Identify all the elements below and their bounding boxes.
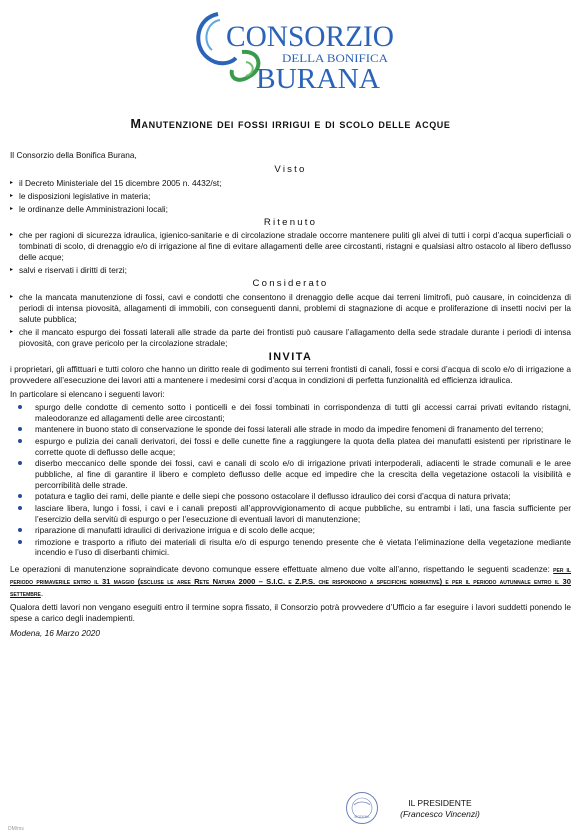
deadline-text: per il periodo primaverile entro il 31 maggio (escluse le aree Rete Natura 2000 – S.I.C. e Z.P.S. che rispondono a specifiche normative) e per il periodo autunnale entro il 30 settembre: [10, 565, 571, 599]
footer-code: DM/ms: [8, 826, 24, 832]
considerato-list: [10, 292, 571, 349]
logo-line1: CONSORZIO: [226, 20, 394, 53]
list-item: lasciare libera, lungo i fossi, i cavi e i canali preposti all’approvvigionamento di acque pubbliche, su entrambi i lati, una fascia sufficiente per l’esercizio della servitù di espurgo o per l’esecuzione di eventuali lavori di manutenzione;: [35, 503, 571, 525]
arrow-bullet-icon: ▸: [10, 267, 14, 274]
list-item: diserbo meccanico delle sponde dei fossi, cavi e canali di scolo e/o di irrigazione privati interpoderali, adiacenti le strade comunali e le aree pubbliche, al fine di garantire il libero e completo deflusso delle acque ed impedire che la crescita della vegetazione ostacoli la visibilità e percorribilità delle strade.: [35, 458, 571, 491]
list-item: spurgo delle condotte di cemento sotto i ponticelli e dei fossi tombinati in corrispondenza di tutti gli accessi carrai privati evitando ristagni, maleodoranze ed allagamenti delle aree circostanti;: [35, 402, 571, 424]
closing-text-2: Qualora detti lavori non vengano eseguiti entro il termine sopra fissato, il Consorzio potrà provvedere d’Ufficio a far eseguire i lavori suddetti ponendo le spese a carico degli inadempienti.: [10, 602, 571, 623]
signature-name: (Francesco Vincenzi): [400, 809, 480, 819]
list-item: riparazione di manufatti idraulici di derivazione irrigua e di scolo delle acque;: [35, 525, 571, 536]
arrow-bullet-icon: ▸: [10, 293, 14, 300]
logo-line2: DELLA BONIFICA: [282, 51, 389, 65]
list-item: ▸ le ordinanze delle Amministrazioni locali;: [10, 203, 168, 214]
list-item: ▸ le disposizioni legislative in materia;: [10, 190, 151, 201]
logo-line3: BURANA: [256, 64, 381, 92]
bullet-icon: [18, 506, 22, 510]
seal-text: MODENA: [354, 815, 370, 819]
ritenuto-heading: Ritenuto: [263, 216, 318, 228]
list-item: ▸ che la mancata manutenzione di fossi, cavi e condotti che consentono il drenaggio delle acque dai terreni limitrofi, può causare, in coincidenza di periodi di intensa piovosità, allagamenti di immobili, con conseguenti danni, problemi di stagnazione di acque e proliferazione di insetti nocivi per la salute pubblica;: [10, 291, 571, 324]
document-body: [10, 150, 571, 639]
bullet-icon: [18, 405, 22, 409]
works-list: [10, 402, 571, 558]
visto-heading: Visto: [274, 163, 307, 175]
bullet-icon: [18, 528, 22, 532]
list-item: ▸ salvi e riservati i diritti di terzi;: [10, 265, 127, 276]
arrow-bullet-icon: ▸: [10, 232, 14, 239]
arrow-bullet-icon: ▸: [10, 205, 14, 212]
list-item: espurgo e pulizia dei canali derivatori, dei fossi e delle cunette fine a raggiungere la quota della platea dei manufatti esistenti per ripristinare le corrette quote di deflusso delle acque;: [35, 436, 571, 458]
arrow-bullet-icon: ▸: [10, 179, 14, 186]
visto-list: [10, 178, 571, 215]
list-item: rimozione e trasporto a rifiuto dei materiali di risulta e/o di espurgo tenendo presente che è vietata l’eliminazione della vegetazione mediante incendio e l’uso di diserbanti chimici.: [35, 537, 571, 559]
bullet-icon: [18, 540, 22, 544]
bullet-icon: [18, 461, 22, 465]
consorzio-logo: [190, 6, 400, 92]
arrow-bullet-icon: ▸: [10, 328, 14, 335]
bullet-icon: [18, 427, 22, 431]
ritenuto-list: [10, 230, 571, 276]
list-item: ▸ che per ragioni di sicurezza idraulica, igienico-sanitarie e di circolazione stradale occorre mantenere puliti gli alvei di tutti i corpi d’acqua superficiali o tombinati di scolo, di drenaggio e/o di irrigazione al fine di evitare allagamenti delle aree circostanti, ristagni e qualsiasi altro ostacolo al libero deflusso delle acque;: [10, 230, 571, 263]
works-intro: In particolare si elencano i seguenti lavori:: [10, 389, 165, 400]
page-title: Manutenzione dei fossi irrigui e di scolo delle acque: [130, 117, 451, 131]
bullet-icon: [18, 439, 22, 443]
official-seal: [345, 791, 379, 825]
arrow-bullet-icon: ▸: [10, 192, 14, 199]
signature-block: [380, 798, 500, 820]
list-item: mantenere in buono stato di conservazione le sponde dei fossi laterali alle strade in modo da impedire fenomeni di franamento del terreno;: [35, 424, 571, 435]
invita-text: i proprietari, gli affittuari e tutti coloro che hanno un diritto reale di godimento sui terreni frontisti di canali, fossi e corsi d’acqua di scolo e/o di irrigazione a provvedere all’esecuzione dei lavori atti a mantenere i medesimi corsi d’acqua in condizioni di perfetta funzionalità ed efficienza idraulica.: [10, 364, 571, 386]
bullet-icon: [18, 494, 22, 498]
intro-text: Il Consorzio della Bonifica Burana,: [10, 150, 137, 160]
closing-text: Le operazioni di manutenzione sopraindicate devono comunque essere effettuate almeno due volte all’anno, rispettando le seguenti scadenze: per il periodo primaverile entro il 31 maggio (escluse le aree Rete Natura 2000 – S.I.C. e Z.P.S. che rispondono a specifiche normative) e per il periodo autunnale entro il 30 settembre.: [10, 564, 571, 599]
list-item: ▸ che il mancato espurgo dei fossati laterali alle strade da parte dei frontisti può causare l’allagamento della sede stradale durante i periodi di intensa piovosità, con grave pericolo per la circolazione stradale;: [10, 326, 571, 348]
document-date: Modena, 16 Marzo 2020: [10, 627, 100, 638]
signature-role: IL PRESIDENTE: [408, 798, 472, 808]
list-item: ▸ il Decreto Ministeriale del 15 dicembre 2005 n. 4432/st;: [10, 177, 222, 188]
considerato-heading: Considerato: [252, 278, 329, 290]
list-item: potatura e taglio dei rami, delle piante e delle siepi che possono ostacolare il deflusso idraulico dei corsi d’acqua di natura privata;: [35, 491, 571, 502]
invita-heading: INVITA: [268, 350, 313, 363]
